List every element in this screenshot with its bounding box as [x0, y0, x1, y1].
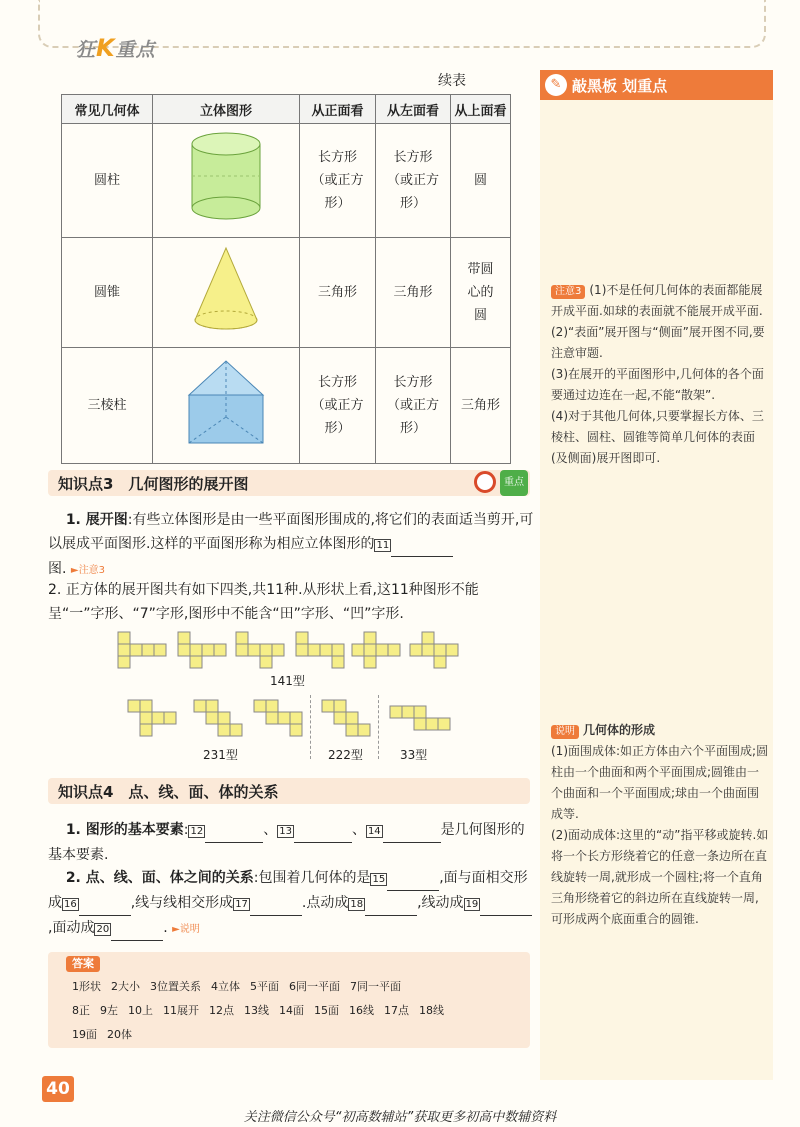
answer-item: 8正 [72, 1004, 90, 1017]
triangular-prism-icon [181, 357, 271, 447]
answer-blank [294, 818, 352, 843]
answer-item: 13线 [244, 1004, 269, 1017]
answer-item: 18线 [419, 1004, 444, 1017]
blank-number: 18 [350, 899, 364, 910]
top-view: 带圆心的圆 [451, 238, 511, 348]
answer-item: 4立体 [211, 980, 240, 993]
explain-item: (2)面动成体:这里的“动”指平移或旋转.如将一个长方形绕着它的任意一条边所在直线旋转一周,就形成一个圆柱;将一个直角三角形绕着它的斜边所在直线旋转一周,可形成两个底面重合的圆锥. [551, 828, 769, 926]
front-view: 三角形 [300, 238, 376, 348]
answer-item: 12点 [209, 1004, 234, 1017]
solid-name: 三棱柱 [62, 348, 153, 464]
answer-blank [111, 916, 163, 941]
answer-blank [250, 891, 302, 916]
answers-label: 答案 [66, 956, 100, 972]
prism-figure [153, 348, 300, 464]
table-row [62, 348, 511, 464]
p2-text: ,面与面相交形成 [48, 870, 528, 911]
answer-item: 17点 [384, 1004, 409, 1017]
p1-lead: 1. 图形的基本要素 [65, 822, 184, 838]
col-header: 立体图形 [153, 95, 300, 124]
section4-p2: 2. 点、线、面、体之间的关系:包围着几何体的是 15 ,面与面相交形成 16 ,线与线相交形成 17 .点动成 18 ,线动成 19 ,面动成 20 . ►说明 [48, 866, 534, 942]
table-continued-label: 续表 [438, 73, 466, 89]
answer-item: 14面 [279, 1004, 304, 1017]
answer-item: 20体 [107, 1028, 132, 1041]
col-header: 常见几何体 [62, 95, 153, 124]
note3-item: (1)不是任何几何体的表面都能展开成平面.如球的表面就不能展开成平面. [551, 283, 763, 318]
key-point-badge: 重点 [500, 470, 528, 496]
answer-item: 15面 [314, 1004, 339, 1017]
left-view: 长方形（或正方形） [376, 124, 451, 238]
p1-text: :有些立体图形是由一些平面图形围成的,将它们的表面适当剪开,可以展成平面图形.这样的平面图形称为相应立体图形的 [48, 512, 534, 552]
p1-lead: 1. 展开图 [65, 512, 128, 528]
divider-222 [310, 695, 311, 759]
p2-text: .点动成 [301, 895, 349, 911]
blank-number: 14 [367, 826, 381, 837]
section3-p2: 2. 正方体的展开图共有如下四类,共11种.从形状上看,这11种图形不能呈“一”字形、“7”字形,图形中不能含“田”字形、“凹”字形. [48, 582, 479, 622]
note3-tag: 注意3 [551, 285, 585, 299]
divider-33 [378, 695, 379, 759]
answers-row [72, 1026, 142, 1042]
footer-text: 关注微信公众号“初高数辅站”获取更多初高中数辅资料 [243, 1110, 557, 1125]
p2-text: ,线与线相交形成 [130, 895, 234, 911]
answer-item: 16线 [349, 1004, 374, 1017]
top-view: 圆 [451, 124, 511, 238]
geometry-views-table [61, 94, 511, 464]
table-row [62, 124, 511, 238]
front-view: 长方形（或正方形） [300, 348, 376, 464]
blank-number: 16 [64, 899, 77, 910]
explain-tag: 说明 [551, 725, 579, 739]
note-pointer[interactable]: ►注意3 [70, 565, 105, 576]
answer-blank [79, 891, 131, 916]
section3-title: 知识点3 几何图形的展开图 [58, 475, 249, 493]
section4-header [48, 778, 530, 804]
answers-row [72, 1002, 454, 1018]
answer-blank [383, 818, 441, 843]
answer-item: 11展开 [163, 1004, 199, 1017]
section4-title: 知识点4 点、线、面、体的关系 [58, 783, 279, 801]
blank-number: 15 [372, 874, 386, 885]
blank-number: 11 [376, 540, 390, 551]
net-type-label: 141型 [270, 674, 305, 688]
page-number: 40 [42, 1076, 74, 1102]
top-view: 三角形 [451, 348, 511, 464]
answer-blank [480, 891, 532, 916]
answers-box [48, 952, 530, 1048]
net-type-label: 33型 [400, 748, 428, 762]
answer-item: 5平面 [250, 980, 279, 993]
blank-number: 12 [190, 826, 204, 837]
cylinder-icon [186, 132, 266, 222]
answer-blank [365, 891, 417, 916]
brand-logo: 狂K重点 [76, 34, 156, 62]
net-type-label: 222型 [328, 748, 363, 762]
cone-icon [191, 244, 261, 334]
answer-item: 7同一平面 [350, 980, 401, 993]
p1-end: 图. [48, 561, 67, 577]
section3-p1 [48, 508, 534, 583]
col-header: 从左面看 [376, 95, 451, 124]
solid-name: 圆锥 [62, 238, 153, 348]
explain-title: 几何体的形成 [583, 723, 656, 737]
blank-number: 20 [96, 924, 110, 935]
note-pointer[interactable]: ►说明 [172, 924, 200, 935]
left-view: 长方形（或正方形） [376, 348, 451, 464]
answer-item: 19面 [72, 1028, 97, 1041]
solid-name: 圆柱 [62, 124, 153, 238]
col-header: 从正面看 [300, 95, 376, 124]
p2-text: ,线动成 [417, 895, 464, 911]
p2-text: ,面动成 [48, 920, 95, 936]
sidebar-header [540, 70, 773, 100]
answer-item: 6同一平面 [289, 980, 340, 993]
net-type-label: 231型 [203, 748, 238, 762]
answer-item: 3位置关系 [150, 980, 201, 993]
target-icon [474, 471, 496, 493]
table-row [62, 238, 511, 348]
note3-item: (3)在展开的平面图形中,几何体的各个面要通过边连在一起,不能“散架”. [551, 367, 764, 402]
blank-number: 19 [465, 899, 479, 910]
sidebar-title: 敲黑板 划重点 [572, 77, 668, 95]
note3-item: (2)“表面”展开图与“侧面”展开图不同,要注意审题. [551, 325, 765, 360]
note3-item: (4)对于其他几何体,只要掌握长方体、三棱柱、圆柱、圆锥等简单几何体的表面(及侧面)展开图即可. [551, 409, 764, 465]
answer-item: 1形状 [72, 980, 101, 993]
answer-item: 10上 [128, 1004, 153, 1017]
answer-blank [391, 532, 453, 557]
explain-item: (1)面围成体:如正方体由六个平面围成;圆柱由一个曲面和两个平面围成;圆锥由一个曲面和一个平面围成;球由一个曲面围成等. [551, 744, 769, 821]
answers-row [72, 978, 411, 994]
cone-figure [153, 238, 300, 348]
left-view: 三角形 [376, 238, 451, 348]
answer-item: 9左 [100, 1004, 118, 1017]
blank-number: 13 [279, 826, 292, 837]
p2-text: :包围着几何体的是 [253, 870, 371, 886]
note3-box [551, 280, 769, 469]
section4-p1: 1. 图形的基本要素: 12 、 13 、 14 是几何图形的基本要素. [48, 818, 534, 867]
blackboard-icon: ✎ [545, 74, 567, 96]
cylinder-figure [153, 124, 300, 238]
p1-end: 是几何图形的基本要素. [48, 822, 525, 863]
blank-number: 17 [235, 899, 248, 910]
explain-box [551, 720, 769, 930]
front-view: 长方形（或正方形） [300, 124, 376, 238]
answer-blank [205, 818, 263, 843]
answer-item: 2大小 [111, 980, 140, 993]
answer-blank [387, 866, 439, 891]
p2-lead: 2. 点、线、面、体之间的关系 [65, 870, 254, 886]
col-header: 从上面看 [451, 95, 511, 124]
section3-header [48, 470, 530, 496]
